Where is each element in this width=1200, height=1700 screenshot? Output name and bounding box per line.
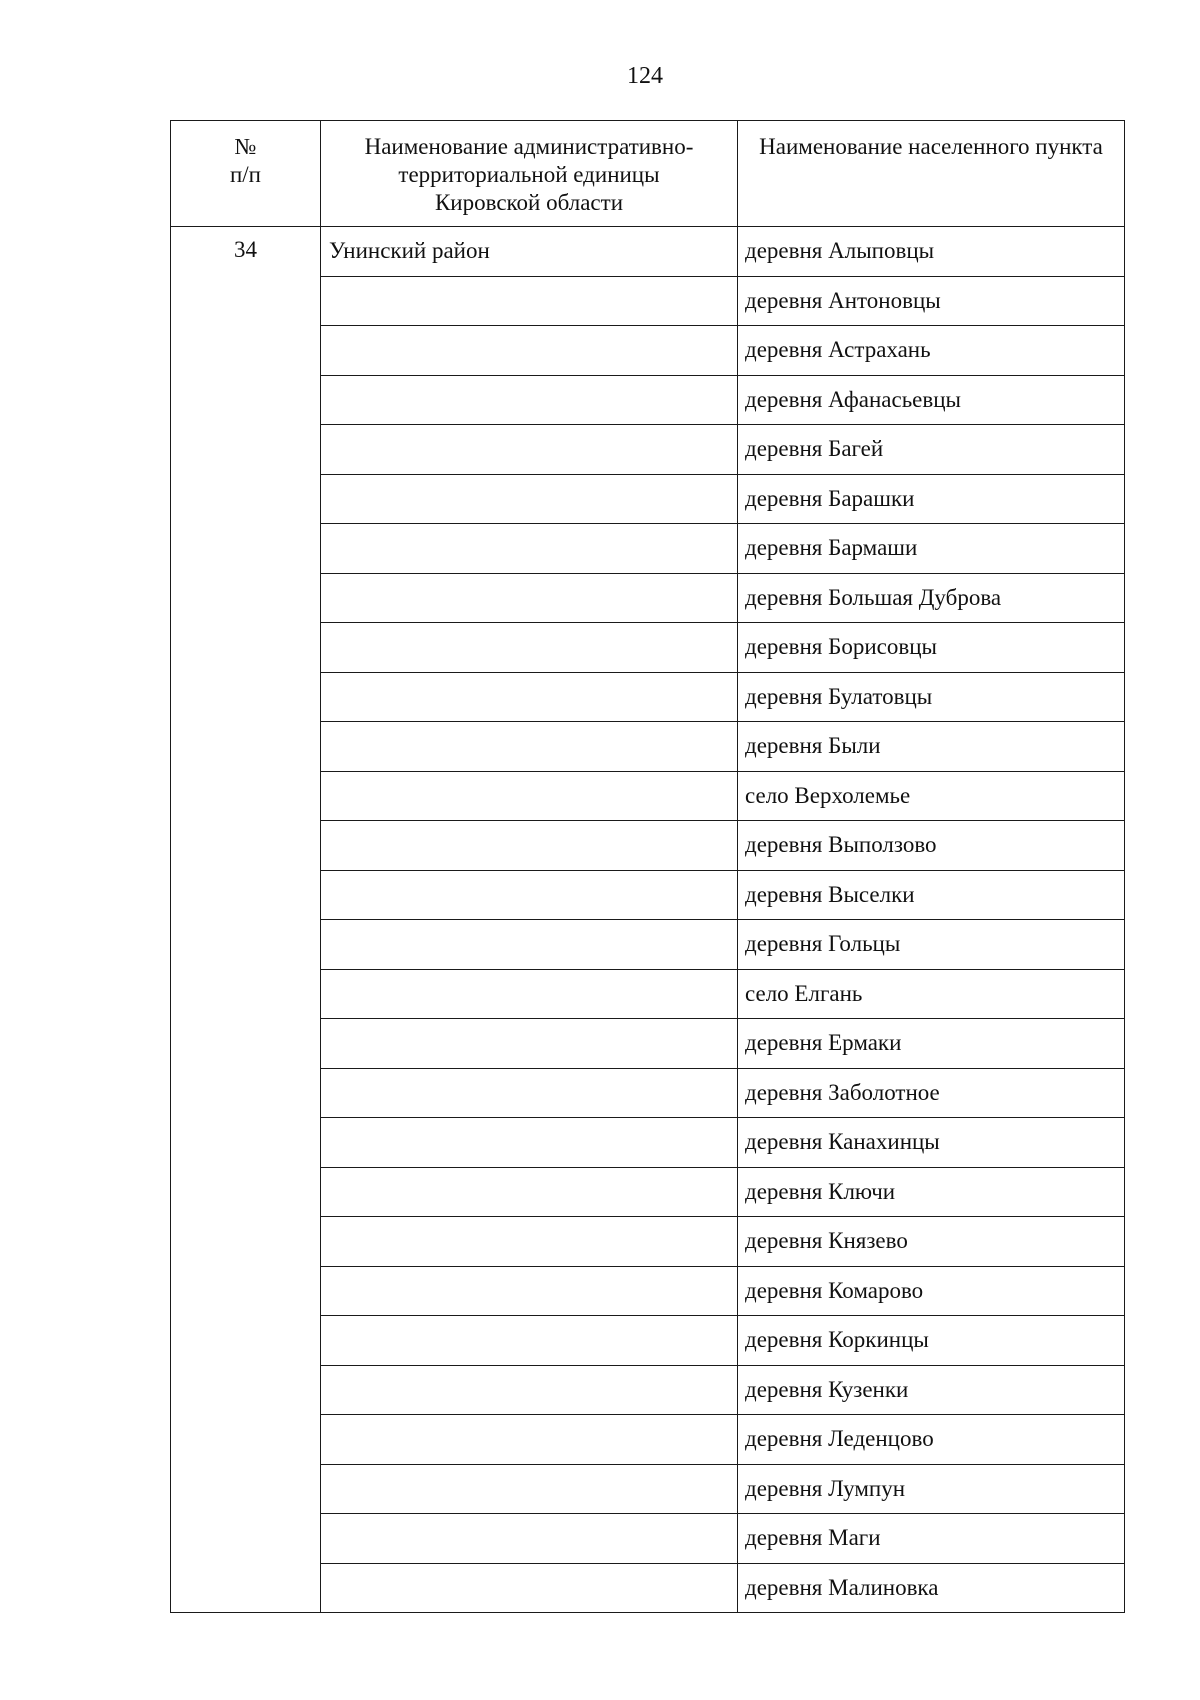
- district-empty-cell: [321, 1118, 738, 1168]
- settlement-name: деревня Канахинцы: [738, 1118, 1125, 1168]
- district-empty-cell: [321, 573, 738, 623]
- table-header-row: [171, 121, 1125, 227]
- settlement-name: деревня Ермаки: [738, 1019, 1125, 1069]
- district-empty-cell: [321, 672, 738, 722]
- district-empty-cell: [321, 326, 738, 376]
- settlement-name: деревня Астрахань: [738, 326, 1125, 376]
- settlement-name: деревня Багей: [738, 425, 1125, 475]
- district-empty-cell: [321, 276, 738, 326]
- settlement-name: деревня Афанасьевцы: [738, 375, 1125, 425]
- row-number: 34: [171, 227, 321, 1613]
- settlement-name: деревня Гольцы: [738, 920, 1125, 970]
- district-empty-cell: [321, 375, 738, 425]
- settlement-name: деревня Малиновка: [738, 1563, 1125, 1613]
- district-empty-cell: [321, 821, 738, 871]
- settlements-table: [170, 120, 1125, 1613]
- header-unit: Наименование административно- территориальной единицы Кировской области: [321, 121, 738, 227]
- settlement-name: деревня Маги: [738, 1514, 1125, 1564]
- district-empty-cell: [321, 425, 738, 475]
- district-empty-cell: [321, 969, 738, 1019]
- settlement-name: село Верхолемье: [738, 771, 1125, 821]
- table-body: [171, 227, 1125, 1613]
- district-empty-cell: [321, 920, 738, 970]
- district-empty-cell: [321, 1316, 738, 1366]
- district-empty-cell: [321, 1365, 738, 1415]
- district-empty-cell: [321, 1514, 738, 1564]
- district-empty-cell: [321, 722, 738, 772]
- table-row: [171, 227, 1125, 277]
- district-empty-cell: [321, 623, 738, 673]
- settlement-name: деревня Лумпун: [738, 1464, 1125, 1514]
- settlement-name: деревня Князево: [738, 1217, 1125, 1267]
- district-empty-cell: [321, 870, 738, 920]
- settlement-name: деревня Комарово: [738, 1266, 1125, 1316]
- settlement-name: деревня Бармаши: [738, 524, 1125, 574]
- settlement-name: деревня Борисовцы: [738, 623, 1125, 673]
- settlement-name: деревня Барашки: [738, 474, 1125, 524]
- header-number: № п/п: [171, 121, 321, 227]
- district-empty-cell: [321, 1167, 738, 1217]
- district-empty-cell: [321, 1217, 738, 1267]
- settlement-name: деревня Выселки: [738, 870, 1125, 920]
- district-empty-cell: [321, 524, 738, 574]
- settlement-name: деревня Большая Дуброва: [738, 573, 1125, 623]
- settlement-name: деревня Булатовцы: [738, 672, 1125, 722]
- page-number: 124: [627, 63, 663, 89]
- district-name: Унинский район: [321, 227, 738, 277]
- settlement-name: село Елгань: [738, 969, 1125, 1019]
- settlement-name: деревня Алыповцы: [738, 227, 1125, 277]
- settlement-name: деревня Антоновцы: [738, 276, 1125, 326]
- district-empty-cell: [321, 1068, 738, 1118]
- district-empty-cell: [321, 1464, 738, 1514]
- settlement-name: деревня Заболотное: [738, 1068, 1125, 1118]
- settlement-name: деревня Коркинцы: [738, 1316, 1125, 1366]
- settlement-name: деревня Ключи: [738, 1167, 1125, 1217]
- district-empty-cell: [321, 1266, 738, 1316]
- settlement-name: деревня Были: [738, 722, 1125, 772]
- district-empty-cell: [321, 1563, 738, 1613]
- district-empty-cell: [321, 1415, 738, 1465]
- settlement-name: деревня Леденцово: [738, 1415, 1125, 1465]
- settlement-name: деревня Выползово: [738, 821, 1125, 871]
- district-empty-cell: [321, 1019, 738, 1069]
- settlement-name: деревня Кузенки: [738, 1365, 1125, 1415]
- district-empty-cell: [321, 771, 738, 821]
- district-empty-cell: [321, 474, 738, 524]
- header-settlement: Наименование населенного пункта: [738, 121, 1125, 227]
